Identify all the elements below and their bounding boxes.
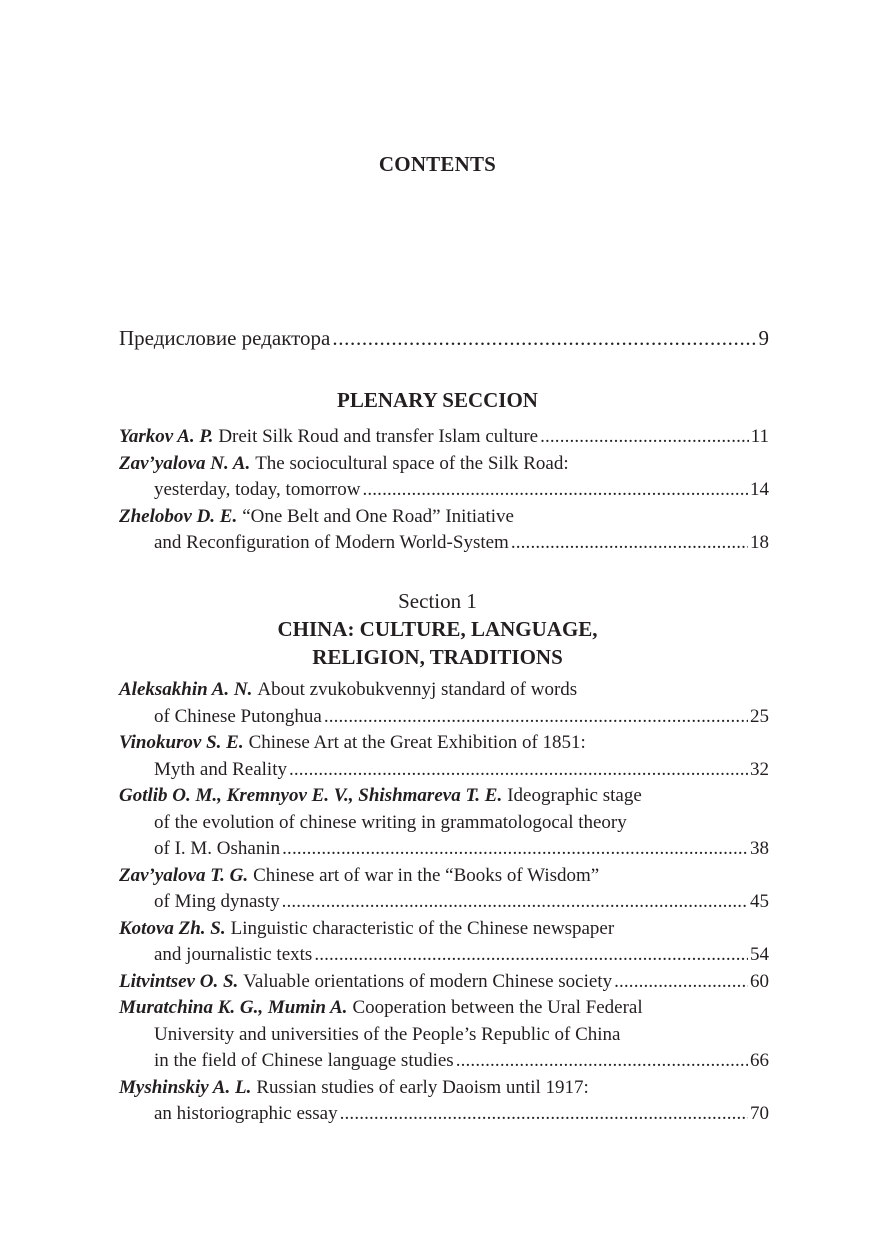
entry-line — [119, 863, 769, 890]
leader-dots — [340, 1101, 748, 1128]
entry-title-text: of Chinese Putonghua — [154, 705, 322, 727]
section1-title-line2: RELIGION, TRADITIONS — [312, 645, 563, 669]
leader-dots — [456, 1048, 748, 1075]
entry-title-text: About zvukobukvennyj standard of words — [257, 679, 578, 700]
toc-entry[interactable] — [119, 504, 769, 557]
entry-line — [119, 810, 769, 837]
page-title: CONTENTS — [378, 152, 497, 176]
entry-author: Vinokurov S. E. — [119, 732, 244, 753]
section1-label: Section 1 — [398, 589, 477, 613]
entry-line — [119, 1101, 769, 1128]
entry-line — [119, 451, 769, 478]
entry-line — [119, 1048, 769, 1075]
toc-entry[interactable] — [119, 677, 769, 730]
leader-dots — [540, 424, 749, 451]
entry-page-number: 18 — [750, 532, 769, 553]
toc-entry[interactable] — [119, 863, 769, 916]
entry-line — [119, 704, 769, 731]
entry-line — [119, 836, 769, 863]
entry-page-number: 11 — [750, 426, 769, 447]
leader-dots — [614, 969, 748, 996]
entry-line — [119, 942, 769, 969]
entry-author: Zhelobov D. E. — [119, 505, 238, 527]
entry-author: Yarkov A. P. — [119, 426, 214, 447]
toc-entry[interactable] — [119, 424, 769, 451]
entry-page-number: 45 — [750, 891, 769, 912]
entry-author: Gotlib O. M., Kremnyov E. V., Shishmareva T. E. — [119, 785, 503, 806]
entry-title-text: and journalistic texts — [154, 944, 313, 965]
toc-entry[interactable] — [119, 730, 769, 783]
entry-line — [119, 424, 769, 451]
entry-author: Zav’yalova N. A. — [119, 452, 251, 474]
entry-title-text: Chinese art of war in the “Books of Wisdom” — [253, 864, 600, 886]
entry-line — [119, 730, 769, 757]
entry-page-number: 54 — [750, 944, 769, 965]
entry-author: Litvintsev O. S. — [119, 970, 239, 992]
section1-entries — [119, 677, 769, 1128]
entry-line — [119, 477, 769, 504]
plenary-entries — [119, 424, 769, 557]
toc-entry[interactable] — [119, 783, 769, 863]
entry-page-number: 25 — [750, 705, 769, 727]
entry-line — [119, 995, 769, 1022]
entry-title-text: Chinese Art at the Great Exhibition of 1851: — [248, 732, 586, 753]
entry-title-text: Dreit Silk Roud and transfer Islam culture — [218, 426, 539, 447]
toc-entry[interactable] — [119, 995, 769, 1075]
entry-title-text: of I. M. Oshanin — [154, 838, 281, 859]
entry-title-text: of Ming dynasty — [154, 891, 280, 912]
preface-entry[interactable] — [119, 326, 769, 351]
entry-title-text: Myth and Reality — [154, 758, 287, 780]
entry-page-number: 60 — [750, 970, 769, 992]
entry-author: Muratchina K. G., Mumin A. — [119, 997, 348, 1018]
leader-dots — [332, 326, 756, 351]
toc-entry[interactable] — [119, 1075, 769, 1128]
entry-line — [119, 677, 769, 704]
entry-page-number: 66 — [750, 1050, 769, 1071]
entry-title-text: in the field of Chinese language studies — [154, 1050, 454, 1071]
entry-title-text: The sociocultural space of the Silk Road: — [255, 452, 569, 474]
entry-title-text: Ideographic stage — [507, 785, 642, 806]
toc-entry[interactable] — [119, 451, 769, 504]
plenary-heading — [0, 388, 875, 413]
plenary-heading-text: PLENARY SECCION — [337, 388, 538, 412]
entry-author: Myshinskiy A. L. — [119, 1076, 252, 1098]
entry-line — [119, 757, 769, 784]
toc-entry[interactable] — [119, 916, 769, 969]
preface-label: Предисловие редактора — [119, 326, 331, 350]
entry-page-number: 38 — [750, 838, 769, 859]
entry-line — [119, 783, 769, 810]
entry-author: Aleksakhin A. N. — [119, 679, 253, 700]
entry-title-text: and Reconfiguration of Modern World-System — [154, 532, 509, 553]
entry-title-text: an historiographic essay — [154, 1103, 338, 1124]
entry-page-number: 70 — [750, 1103, 769, 1124]
entry-author: Kotova Zh. S. — [119, 917, 226, 939]
entry-line — [119, 530, 769, 557]
entry-title-text: Valuable orientations of modern Chinese society — [243, 970, 613, 992]
section1-heading — [0, 587, 875, 671]
entry-line — [119, 1075, 769, 1102]
entry-line — [119, 889, 769, 916]
leader-dots — [362, 477, 748, 504]
section1-title-line1: CHINA: CULTURE, LANGUAGE, — [277, 617, 598, 641]
entry-title-text: Cooperation between the Ural Federal — [352, 997, 643, 1018]
entry-line — [119, 1022, 769, 1049]
entry-title-text: “One Belt and One Road” Initiative — [242, 505, 514, 527]
leader-dots — [511, 530, 748, 557]
entry-line — [119, 969, 769, 996]
leader-dots — [282, 889, 748, 916]
leader-dots — [324, 704, 748, 731]
entry-line — [119, 504, 769, 531]
entry-page-number: 14 — [750, 479, 769, 500]
entry-title-text: Linguistic characteristic of the Chinese newspaper — [230, 917, 615, 939]
entry-author: Zav’yalova T. G. — [119, 864, 249, 886]
entry-title-text: yesterday, today, tomorrow — [154, 479, 361, 500]
entry-line — [119, 916, 769, 943]
entry-title-text: of the evolution of chinese writing in grammatologocal theory — [154, 811, 627, 833]
toc-entry[interactable] — [119, 969, 769, 996]
preface-page: 9 — [758, 326, 769, 350]
leader-dots — [282, 836, 748, 863]
entry-title-text: Russian studies of early Daoism until 1917: — [256, 1076, 589, 1098]
leader-dots — [314, 942, 748, 969]
entry-page-number: 32 — [750, 758, 769, 780]
entry-title-text: University and universities of the People’s Republic of China — [154, 1023, 621, 1045]
leader-dots — [289, 757, 748, 784]
